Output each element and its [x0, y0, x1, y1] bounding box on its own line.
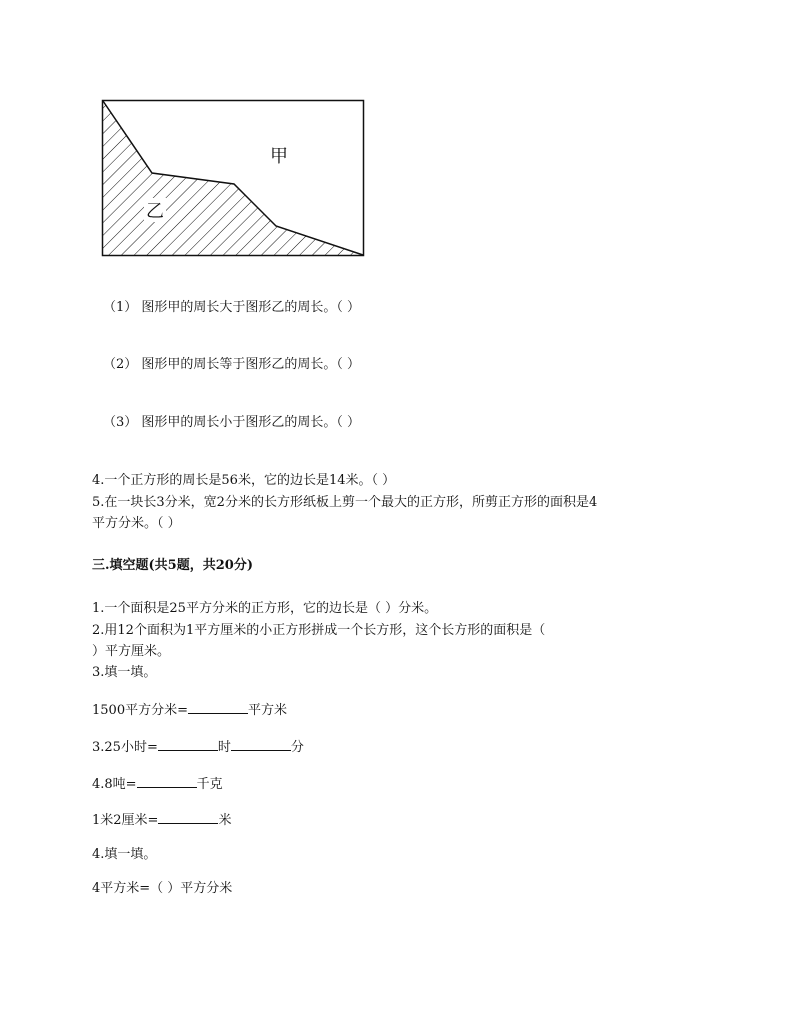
- conversion-prompt: 4.8吨=: [92, 777, 137, 792]
- conversion-unit: 米: [218, 813, 232, 828]
- answer-blank[interactable]: [137, 774, 197, 788]
- conversion-unit: 平方米: [247, 703, 287, 718]
- option-1: （1） 图形甲的周长大于图形乙的周长。（ ）: [103, 300, 361, 315]
- answer-blank[interactable]: [231, 737, 291, 751]
- conversion-prompt: 1500平方分米=: [92, 703, 188, 718]
- answer-blank[interactable]: [158, 810, 218, 824]
- shaded-region-b: [103, 101, 363, 255]
- conversion-unit: 分: [290, 740, 304, 755]
- section-title: 三.填空题(共5题，共20分): [92, 558, 253, 573]
- answer-blank[interactable]: [188, 700, 248, 714]
- judge-question-5-line1: 5.在一块长3分米，宽2分米的长方形纸板上剪一个最大的正方形，所剪正方形的面积是4: [92, 495, 598, 510]
- fill-question-2-line2: ）平方厘米。: [92, 644, 171, 659]
- fill-question-1: 1.一个面积是25平方分米的正方形，它的边长是（ ）分米。: [92, 601, 438, 616]
- fill-question-4-item: 4平方米=（ ）平方分米: [92, 881, 233, 896]
- geometry-figure: [100, 98, 366, 258]
- conversion-row: [92, 737, 304, 757]
- conversion-row: [92, 700, 287, 720]
- answer-blank[interactable]: [158, 737, 218, 751]
- option-2: （2） 图形甲的周长等于图形乙的周长。（ ）: [103, 357, 361, 372]
- judge-question-5-line2: 平方分米。（ ）: [92, 516, 181, 531]
- fill-question-2-line1: 2.用12个面积为1平方厘米的小正方形拼成一个长方形，这个长方形的面积是（: [92, 623, 546, 638]
- conversion-row: [92, 774, 223, 794]
- fill-question-4-title: 4.填一填。: [92, 847, 157, 862]
- conversion-prompt: 1米2厘米=: [92, 813, 159, 828]
- conversion-unit: 千克: [196, 777, 223, 792]
- conversion-row: [92, 810, 231, 830]
- conversion-prompt: 3.25小时=: [92, 740, 158, 755]
- option-3: （3） 图形甲的周长小于图形乙的周长。（ ）: [103, 415, 361, 430]
- rectangle-diagram: [100, 98, 366, 258]
- judge-question-4: 4.一个正方形的周长是56米，它的边长是14米。（ ）: [92, 473, 396, 488]
- fill-question-3-title: 3.填一填。: [92, 665, 157, 680]
- label-region-a: 甲: [270, 146, 288, 167]
- conversion-unit: 时: [217, 740, 231, 755]
- label-region-b: 乙: [146, 201, 164, 222]
